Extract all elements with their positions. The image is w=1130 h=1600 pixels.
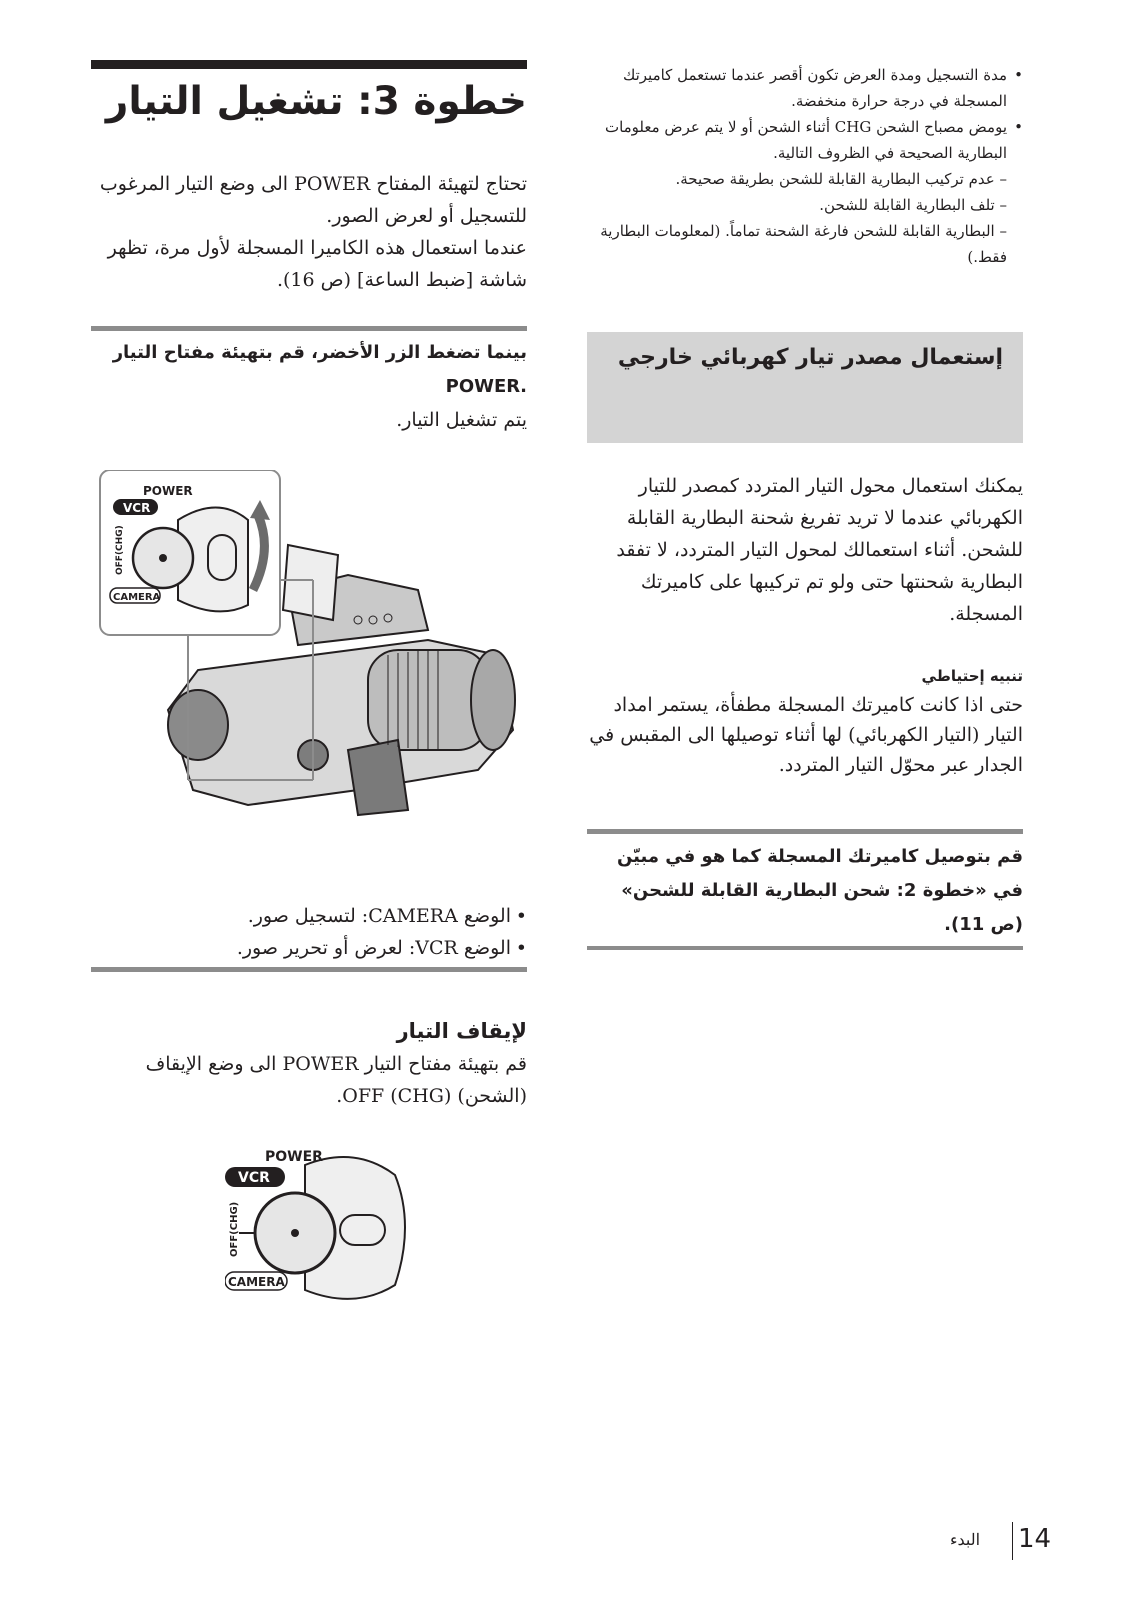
dial-vcr-label: VCR: [123, 501, 151, 515]
off-dial-camera-label: CAMERA: [228, 1275, 285, 1289]
instruction-heading: بينما تضغط الزر الأخضر، قم بتهيئة مفتاح التيار .POWER: [112, 342, 527, 397]
note-chg-lamp: • يومض مصباح الشحن CHG أثناء الشحن أو لا يتم عرض معلومات البطارية الصحيحة في الظروف التالية.: [587, 114, 1023, 166]
turn-off-block: [91, 1014, 527, 1112]
mode-camera: • الوضع CAMERA: لتسجيل صور.: [91, 900, 527, 932]
turn-off-heading: لإيقاف التيار: [396, 1019, 527, 1043]
section-rule: [91, 326, 527, 331]
external-body-block: [587, 470, 1023, 630]
dial-power-label: POWER: [143, 484, 193, 498]
mode-vcr: • الوضع VCR: لعرض أو تحرير صور.: [91, 932, 527, 964]
notes-block: [587, 62, 1023, 270]
note-sub-2: – تلف البطارية القابلة للشحن.: [819, 196, 1007, 214]
caution-block: [587, 662, 1023, 780]
caution-heading: تنبيه إحتياطي: [921, 667, 1023, 685]
external-body: يمكنك استعمال محول التيار المتردد كمصدر للتيار الكهربائي عندما لا تريد تفريغ شحنة البطارية القابلة للشحن. أثناء استعمالك لمحول التيار المتردد، لا تفقد البطارية شحنتها حتى ولو تم تركيبها على كاميرتك المسجلة.: [616, 475, 1023, 625]
page-number: 14: [1018, 1524, 1052, 1554]
dial-camera-label: CAMERA: [113, 592, 161, 603]
intro-block: [91, 168, 527, 296]
dial-off-label: OFF(CHG): [115, 525, 125, 575]
section-rule-3: [587, 829, 1023, 834]
external-power-title: إستعمال مصدر تيار كهربائي خارجي: [617, 345, 1003, 370]
note-sub-3: – البطارية القابلة للشحن فارغة الشحنة تماماً. (لمعلومات البطارية فقط.): [600, 222, 1007, 266]
modes-block: [91, 900, 527, 964]
intro-text-1: تحتاج لتهيئة المفتاح POWER الى وضع التيار المرغوب للتسجيل أو لعرض الصور.: [99, 173, 527, 227]
connect-instruction: قم بتوصيل كاميرتك المسجلة كما هو في مبيّن في «خطوة 2: شحن البطارية القابلة للشحن» (ص 11).: [616, 846, 1023, 935]
page-title: خطوة 3: تشغيل التيار: [105, 79, 527, 124]
instruction-result: يتم تشغيل التيار.: [396, 409, 527, 431]
note-low-temperature: • مدة التسجيل ومدة العرض تكون أقصر عندما تستعمل كاميرتك المسجلة في درجة حرارة منخفضة.: [587, 62, 1023, 114]
power-dial-illustration: [225, 1145, 415, 1315]
off-dial-off-label: OFF(CHG): [229, 1201, 240, 1257]
camcorder-illustration: [98, 470, 528, 860]
note-sub-1: – عدم تركيب البطارية القابلة للشحن بطريقة صحيحة.: [675, 170, 1007, 188]
caution-text: حتى اذا كانت كاميرتك المسجلة مطفأة، يستمر امداد التيار (التيار الكهربائي) لها أثناء توصيلها الى المقبس في الجدار عبر محوّل التيار المتردد.: [589, 694, 1023, 776]
intro-text-2: عندما استعمال هذه الكاميرا المسجلة لأول مرة، تظهر شاشة [ضبط الساعة] (ص 16).: [107, 237, 527, 291]
title-rule: [91, 60, 527, 69]
off-dial-power-label: POWER: [265, 1149, 323, 1165]
connect-block: [587, 840, 1023, 942]
footer-section: البدء: [950, 1530, 981, 1549]
footer-divider: [1012, 1522, 1013, 1560]
section-rule-4: [587, 946, 1023, 950]
instruction-block: [91, 336, 527, 436]
external-power-header: [587, 332, 1023, 443]
turn-off-text: قم بتهيئة مفتاح التيار POWER الى وضع الإيقاف (الشحن) OFF (CHG).: [145, 1053, 527, 1107]
off-dial-vcr-label: VCR: [238, 1170, 270, 1186]
section-rule-2: [91, 967, 527, 972]
